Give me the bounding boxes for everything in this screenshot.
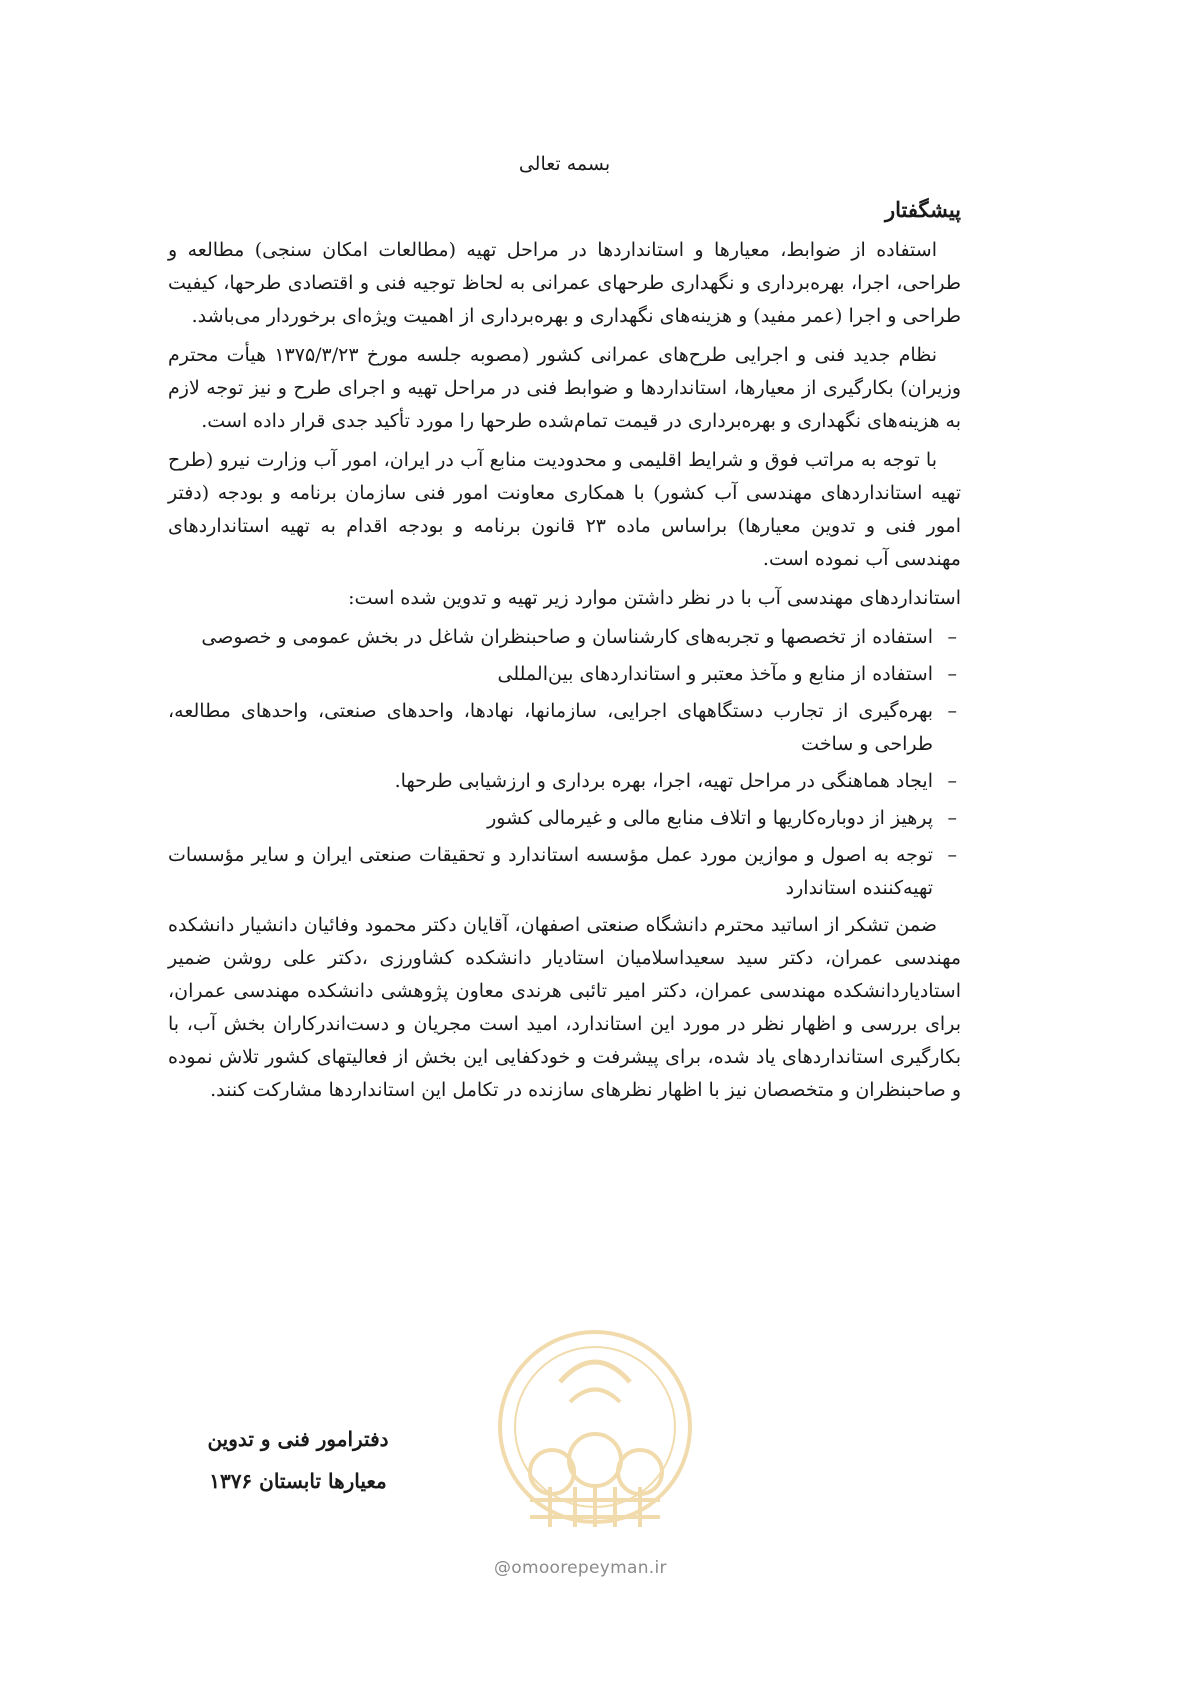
signature-line-2: معیارها تابستان ۱۳۷۶ [209,1469,387,1493]
page-title: پیشگفتار [884,197,961,222]
closing-paragraph: ضمن تشکر از اساتید محترم دانشگاه صنعتی اصفهان، آقایان دکتر محمود وفائیان دانشیار دانشکده مهندسی عمران، دکتر سید سعیداسلامیان استادیار دانشکده کشاورزی ،دکتر علی روشن ضمیر استادیاردانشکده مهندسی عمران، دکتر امیر تائبی هرندی معاون پژوهشی دانشکده مهندسی عمران، برای بررسی و اظهار نظر در مورد این استاندارد، امید است مجریان و دست‌اندرکاران بخش آب، با بکارگیری استانداردهای یاد شده، برای پیشرفت و خودکفایی این بخش از فعالیتهای کشور تلاش نموده و صاحبنظران و متخصصان نیز با اظهار نظرهای سازنده در تکامل این استانداردها مشارکت کنند. [168,914,961,1101]
dash-bullet: – [947,770,957,792]
signature-line-1: دفترامور فنی و تدوین [207,1427,389,1451]
dash-bullet: – [947,663,957,685]
list-item [168,621,961,654]
document-body [168,148,961,1113]
list-item [168,765,961,798]
signature-block [168,1418,428,1502]
list-intro: استانداردهای مهندسی آب با در نظر داشتن موارد زیر تهیه و تدوین شده است: [348,587,961,609]
paragraph-1: استفاده از ضوابط، معیارها و استانداردها در مراحل تهیه (مطالعات امکان سنجی) مطالعه و طراحی، اجرا، بهره‌برداری و نگهداری طرحهای عمرانی به لحاظ توجیه فنی و اقتصادی طرحها، کیفیت طراحی و اجرا (عمر مفید) و هزینه‌های نگهداری و بهره‌برداری از اهمیت ویژه‌ای برخوردار می‌باشد. [168,239,961,327]
list-item [168,695,961,761]
considerations-list [168,621,961,905]
list-item-text: بهره‌گیری از تجارب دستگاههای اجرایی، سازمانها، نهادها، واحدهای صنعتی، واحدهای مطالعه، طراحی و ساخت [168,700,933,755]
list-item-text: استفاده از منابع و مآخذ معتبر و استانداردهای بین‌المللی [497,663,933,685]
watermark-url: @omoorepeyman.ir [494,1558,667,1578]
paragraph-2: نظام جدید فنی و اجرایی طرح‌های عمرانی کشور (مصوبه جلسه مورخ ۱۳۷۵/۳/۲۳ هیأت محترم وزیران) بکارگیری از معیارها، استانداردها و ضوابط فنی در مراحل تهیه و اجرای طرح و نیز توجه لازم به هزینه‌های نگهداری و بهره‌برداری در قیمت تمام‌شده طرحها را مورد تأکید جدی قرار داده است. [168,344,961,432]
list-item-text: توجه به اصول و موازین مورد عمل مؤسسه استاندارد و تحقیقات صنعتی ایران و سایر مؤسسات تهیه‌کننده استاندارد [168,844,933,899]
list-item-text: استفاده از تخصصها و تجربه‌های کارشناسان و صاحبنظران شاغل در بخش عمومی و خصوصی [201,626,933,648]
list-item-text: پرهیز از دوباره‌کاریها و اتلاف منابع مالی و غیرمالی کشور [487,807,933,829]
list-item-text: ایجاد هماهنگی در مراحل تهیه، اجرا، بهره برداری و ارزشیابی طرحها. [394,770,933,792]
dash-bullet: – [947,700,957,722]
paragraph-3: با توجه به مراتب فوق و شرایط اقلیمی و محدودیت منابع آب در ایران، امور آب وزارت نیرو (طرح تهیه استانداردهای مهندسی آب کشور) با همکاری معاونت امور فنی سازمان برنامه و بودجه (دفتر امور فنی و تدوین معیارها) براساس ماده ۲۳ قانون برنامه و بودجه اقدام به تهیه استانداردهای مهندسی آب نموده است. [168,449,961,570]
list-item [168,839,961,905]
list-item [168,658,961,691]
basmala-heading: بسمه تعالی [518,153,611,175]
dash-bullet: – [947,844,957,866]
dash-bullet: – [947,626,957,648]
list-item [168,802,961,835]
omoore-peyman-seal-icon [490,1322,700,1552]
dash-bullet: – [947,807,957,829]
